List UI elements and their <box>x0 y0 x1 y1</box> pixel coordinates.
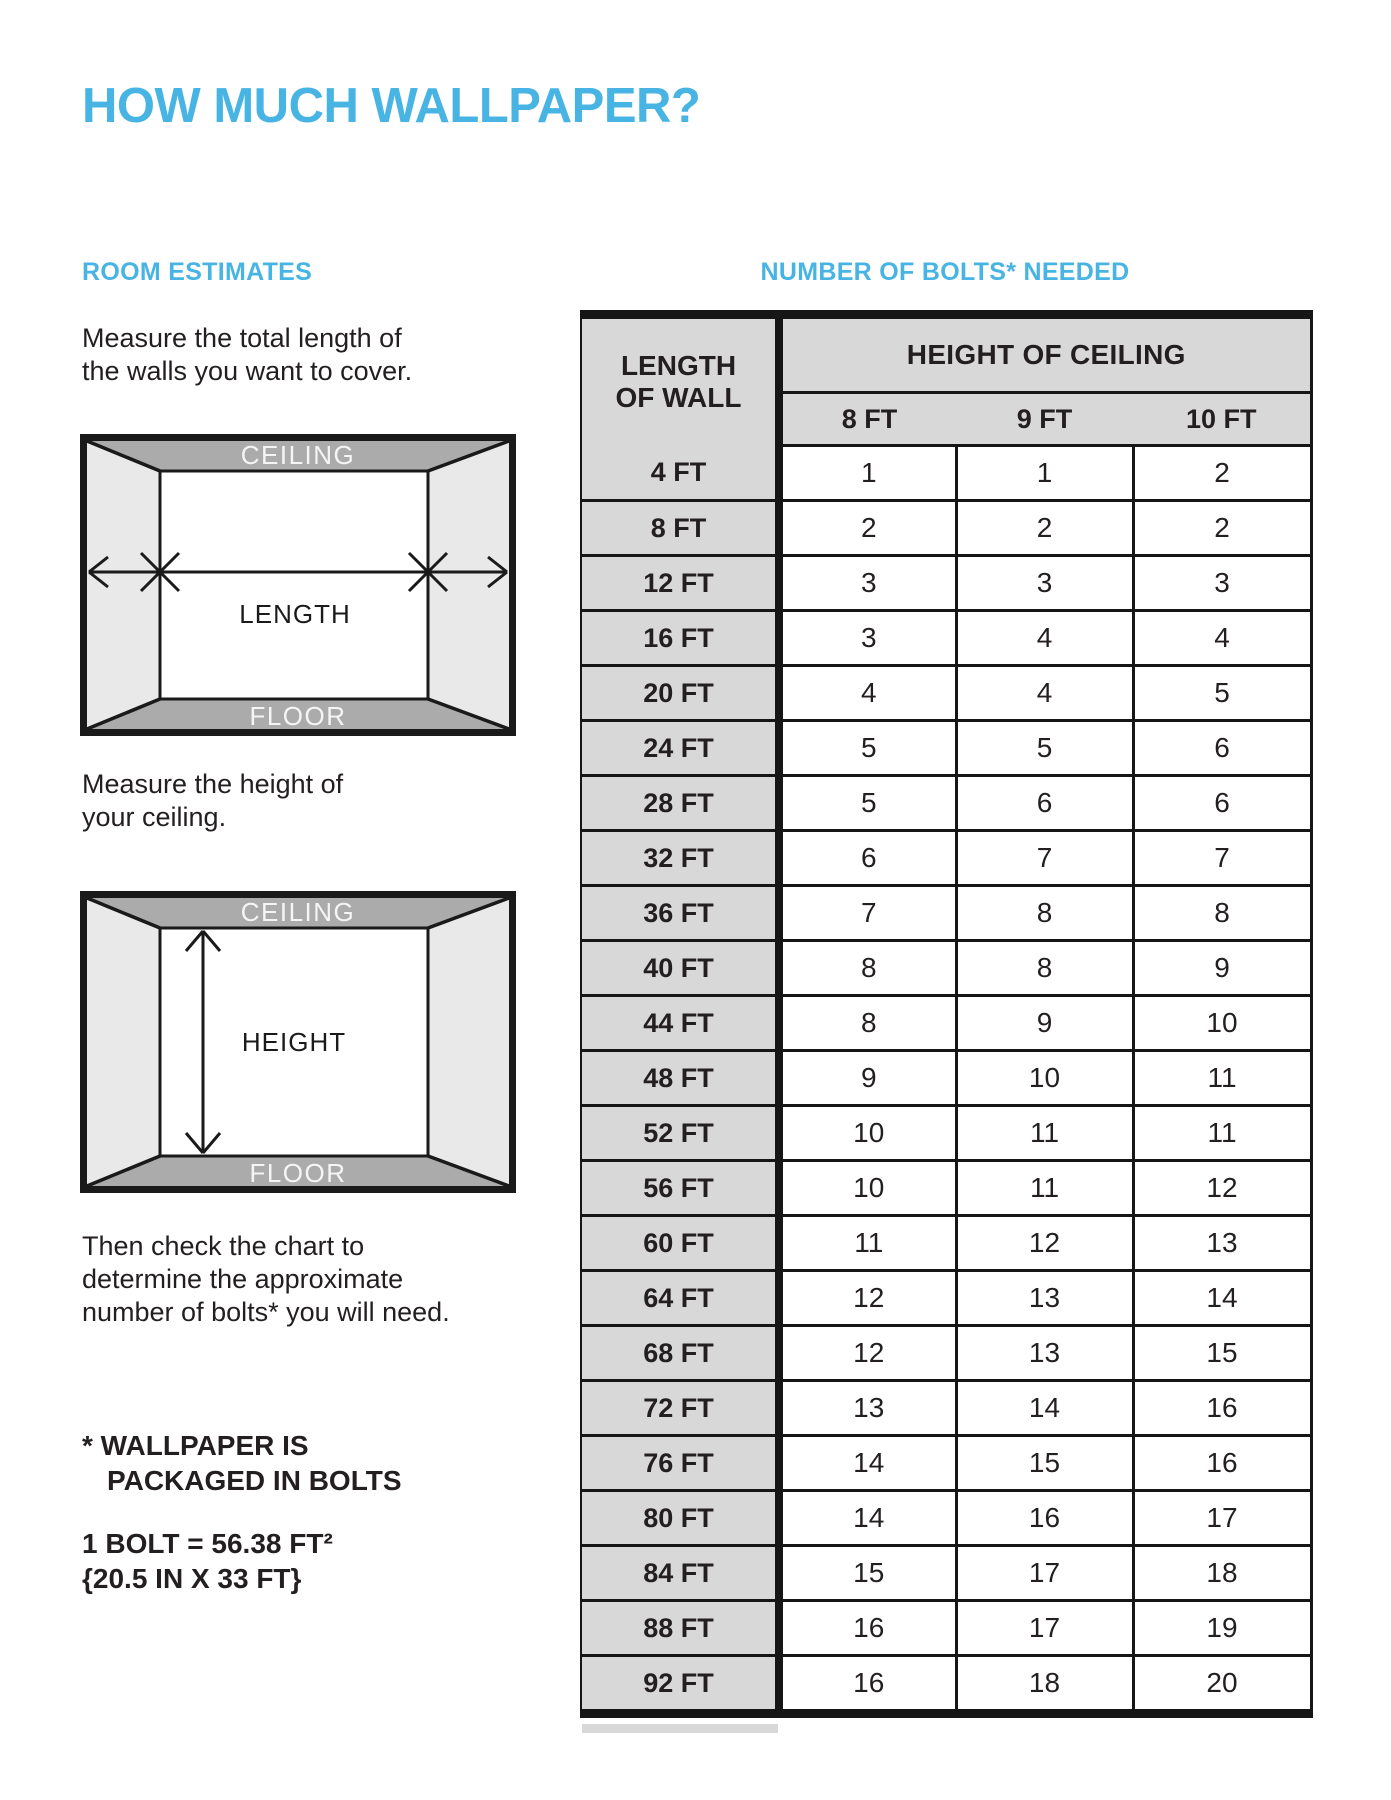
bolt-count-cell: 17 <box>1133 1491 1311 1546</box>
bolt-count-cell: 10 <box>779 1106 956 1161</box>
bolt-count-cell: 11 <box>1133 1051 1311 1106</box>
wall-length-cell: 76 FT <box>581 1436 779 1491</box>
bolt-count-cell: 12 <box>1133 1161 1311 1216</box>
bolt-count-cell: 8 <box>956 886 1133 941</box>
bolt-count-cell: 10 <box>779 1161 956 1216</box>
ceiling-label: CEILING <box>240 897 356 927</box>
wall-length-cell: 52 FT <box>581 1106 779 1161</box>
table-row <box>581 1436 1311 1491</box>
bolt-count-cell: 7 <box>779 886 956 941</box>
footnote-line2: PACKAGED IN BOLTS <box>107 1465 402 1496</box>
table-row <box>581 1216 1311 1271</box>
table-row <box>581 1161 1311 1216</box>
bolt-count-cell: 2 <box>1133 501 1311 556</box>
ceiling-label: CEILING <box>240 440 356 470</box>
wall-length-cell: 64 FT <box>581 1271 779 1326</box>
table-row <box>581 1656 1311 1714</box>
bolt-count-cell: 4 <box>956 611 1133 666</box>
bolt-count-cell: 10 <box>1133 996 1311 1051</box>
bolt-count-cell: 8 <box>956 941 1133 996</box>
wall-length-cell: 68 FT <box>581 1326 779 1381</box>
step3-text <box>82 1230 450 1329</box>
bolt-count-cell: 9 <box>1133 941 1311 996</box>
bolts-table-header <box>581 315 1311 446</box>
bolts-table <box>580 310 1313 1718</box>
table-row <box>581 446 1311 501</box>
ceiling-8ft-header: 8 FT <box>779 393 956 446</box>
wall-length-cell: 48 FT <box>581 1051 779 1106</box>
bolt-count-cell: 18 <box>1133 1546 1311 1601</box>
bolt-count-cell: 6 <box>956 776 1133 831</box>
bolts-table-body <box>581 446 1311 1714</box>
bolt-count-cell: 20 <box>1133 1656 1311 1714</box>
bolt-count-cell: 1 <box>956 446 1133 501</box>
wall-length-cell: 12 FT <box>581 556 779 611</box>
bolts-needed-heading: NUMBER OF BOLTS* NEEDED <box>760 258 1130 286</box>
bolt-count-cell: 7 <box>956 831 1133 886</box>
length-of-wall-header <box>581 315 779 446</box>
bolt-count-cell: 5 <box>779 721 956 776</box>
bolt-count-cell: 9 <box>956 996 1133 1051</box>
bolt-count-cell: 10 <box>956 1051 1133 1106</box>
wall-length-cell: 16 FT <box>581 611 779 666</box>
footnote-line1: * WALLPAPER IS <box>82 1430 309 1461</box>
bolt-size-note <box>82 1526 333 1596</box>
bolt-count-cell: 19 <box>1133 1601 1311 1656</box>
bolt-count-cell: 6 <box>1133 721 1311 776</box>
bolt-count-cell: 11 <box>956 1161 1133 1216</box>
bolt-count-cell: 14 <box>956 1381 1133 1436</box>
bolt-count-cell: 16 <box>1133 1436 1311 1491</box>
floor-label: FLOOR <box>249 1158 347 1188</box>
bolt-count-cell: 3 <box>779 611 956 666</box>
bolt-count-cell: 3 <box>779 556 956 611</box>
table-row <box>581 1381 1311 1436</box>
bolt-count-cell: 16 <box>956 1491 1133 1546</box>
bolts-needed-table <box>580 310 1313 1718</box>
table-row <box>581 666 1311 721</box>
bolt-count-cell: 11 <box>956 1106 1133 1161</box>
length-of-wall-line2: OF WALL <box>615 382 742 414</box>
room-length-diagram <box>80 434 516 736</box>
step1-line1: Measure the total length of <box>82 323 402 353</box>
table-row <box>581 1051 1311 1106</box>
table-row <box>581 1601 1311 1656</box>
right-wall-plane <box>428 898 509 1186</box>
step1-text <box>82 322 412 388</box>
bolt-count-cell: 13 <box>956 1271 1133 1326</box>
table-cutoff-row-remnant <box>582 1724 778 1733</box>
wall-length-cell: 72 FT <box>581 1381 779 1436</box>
bolt-count-cell: 16 <box>779 1601 956 1656</box>
table-row <box>581 556 1311 611</box>
bolt-count-cell: 2 <box>956 501 1133 556</box>
wall-length-cell: 24 FT <box>581 721 779 776</box>
table-row <box>581 831 1311 886</box>
bolt-count-cell: 11 <box>779 1216 956 1271</box>
bolt-count-cell: 5 <box>956 721 1133 776</box>
table-row <box>581 1491 1311 1546</box>
bolt-count-cell: 2 <box>779 501 956 556</box>
wall-length-cell: 84 FT <box>581 1546 779 1601</box>
bolt-count-cell: 14 <box>779 1491 956 1546</box>
bolt-count-cell: 8 <box>779 941 956 996</box>
room-height-diagram <box>80 891 516 1193</box>
step2-line2: your ceiling. <box>82 802 227 832</box>
bolt-count-cell: 5 <box>1133 666 1311 721</box>
back-wall-plane <box>160 471 428 699</box>
table-row <box>581 1106 1311 1161</box>
wall-length-cell: 88 FT <box>581 1601 779 1656</box>
bolt-count-cell: 17 <box>956 1601 1133 1656</box>
wall-length-cell: 36 FT <box>581 886 779 941</box>
step1-line2: the walls you want to cover. <box>82 356 413 386</box>
wall-length-cell: 92 FT <box>581 1656 779 1714</box>
step2-text <box>82 768 343 834</box>
length-label: LENGTH <box>239 599 351 629</box>
bolt-count-cell: 13 <box>956 1326 1133 1381</box>
step2-line1: Measure the height of <box>82 769 344 799</box>
bolt-count-cell: 6 <box>1133 776 1311 831</box>
wall-length-cell: 40 FT <box>581 941 779 996</box>
bolt-count-cell: 7 <box>1133 831 1311 886</box>
table-row <box>581 1546 1311 1601</box>
bolt-size-line1: 1 BOLT = 56.38 FT² <box>82 1528 333 1559</box>
wall-length-cell: 32 FT <box>581 831 779 886</box>
wall-length-cell: 20 FT <box>581 666 779 721</box>
floor-label: FLOOR <box>249 701 347 731</box>
ceiling-9ft-header: 9 FT <box>956 393 1133 446</box>
bolt-count-cell: 16 <box>779 1656 956 1714</box>
wall-length-cell: 4 FT <box>581 446 779 501</box>
step3-line1: Then check the chart to <box>82 1231 365 1261</box>
bolt-count-cell: 15 <box>1133 1326 1311 1381</box>
bolt-count-cell: 14 <box>779 1436 956 1491</box>
bolt-count-cell: 15 <box>956 1436 1133 1491</box>
bolt-count-cell: 15 <box>779 1546 956 1601</box>
bolt-count-cell: 4 <box>779 666 956 721</box>
table-row <box>581 776 1311 831</box>
wall-length-cell: 80 FT <box>581 1491 779 1546</box>
table-row <box>581 996 1311 1051</box>
table-row <box>581 721 1311 776</box>
wall-length-cell: 56 FT <box>581 1161 779 1216</box>
table-row <box>581 941 1311 996</box>
page-title: HOW MUCH WALLPAPER? <box>82 79 701 133</box>
table-row <box>581 501 1311 556</box>
bolt-count-cell: 13 <box>1133 1216 1311 1271</box>
bolt-count-cell: 6 <box>779 831 956 886</box>
bolt-count-cell: 9 <box>779 1051 956 1106</box>
bolt-count-cell: 12 <box>956 1216 1133 1271</box>
room-height-diagram-svg <box>80 891 516 1193</box>
room-estimates-heading: ROOM ESTIMATES <box>82 258 313 286</box>
bolt-count-cell: 12 <box>779 1271 956 1326</box>
bolt-count-cell: 4 <box>956 666 1133 721</box>
wall-length-cell: 28 FT <box>581 776 779 831</box>
step3-line3: number of bolts* you will need. <box>82 1297 450 1327</box>
table-row <box>581 886 1311 941</box>
bolt-count-cell: 11 <box>1133 1106 1311 1161</box>
bolt-count-cell: 3 <box>956 556 1133 611</box>
bolt-count-cell: 12 <box>779 1326 956 1381</box>
bolt-count-cell: 13 <box>779 1381 956 1436</box>
bolt-count-cell: 17 <box>956 1546 1133 1601</box>
bolt-count-cell: 16 <box>1133 1381 1311 1436</box>
wall-length-cell: 44 FT <box>581 996 779 1051</box>
bolt-count-cell: 3 <box>1133 556 1311 611</box>
length-of-wall-line1: LENGTH <box>620 350 737 382</box>
ceiling-10ft-header: 10 FT <box>1133 393 1311 446</box>
wall-length-cell: 60 FT <box>581 1216 779 1271</box>
room-length-diagram-svg <box>80 434 516 736</box>
step3-line2: determine the approximate <box>82 1264 404 1294</box>
table-row <box>581 1271 1311 1326</box>
left-wall-plane <box>87 898 160 1186</box>
table-row <box>581 611 1311 666</box>
height-of-ceiling-header: HEIGHT OF CEILING <box>779 315 1311 393</box>
bolt-count-cell: 14 <box>1133 1271 1311 1326</box>
wall-length-cell: 8 FT <box>581 501 779 556</box>
bolt-count-cell: 4 <box>1133 611 1311 666</box>
bolt-count-cell: 1 <box>779 446 956 501</box>
bolt-count-cell: 18 <box>956 1656 1133 1714</box>
height-label: HEIGHT <box>241 1027 347 1057</box>
bolt-count-cell: 5 <box>779 776 956 831</box>
table-row <box>581 1326 1311 1381</box>
bolt-count-cell: 8 <box>1133 886 1311 941</box>
bolt-count-cell: 8 <box>779 996 956 1051</box>
bolt-size-line2: {20.5 IN X 33 FT} <box>82 1563 302 1594</box>
bolt-count-cell: 2 <box>1133 446 1311 501</box>
bolts-footnote <box>82 1428 402 1498</box>
